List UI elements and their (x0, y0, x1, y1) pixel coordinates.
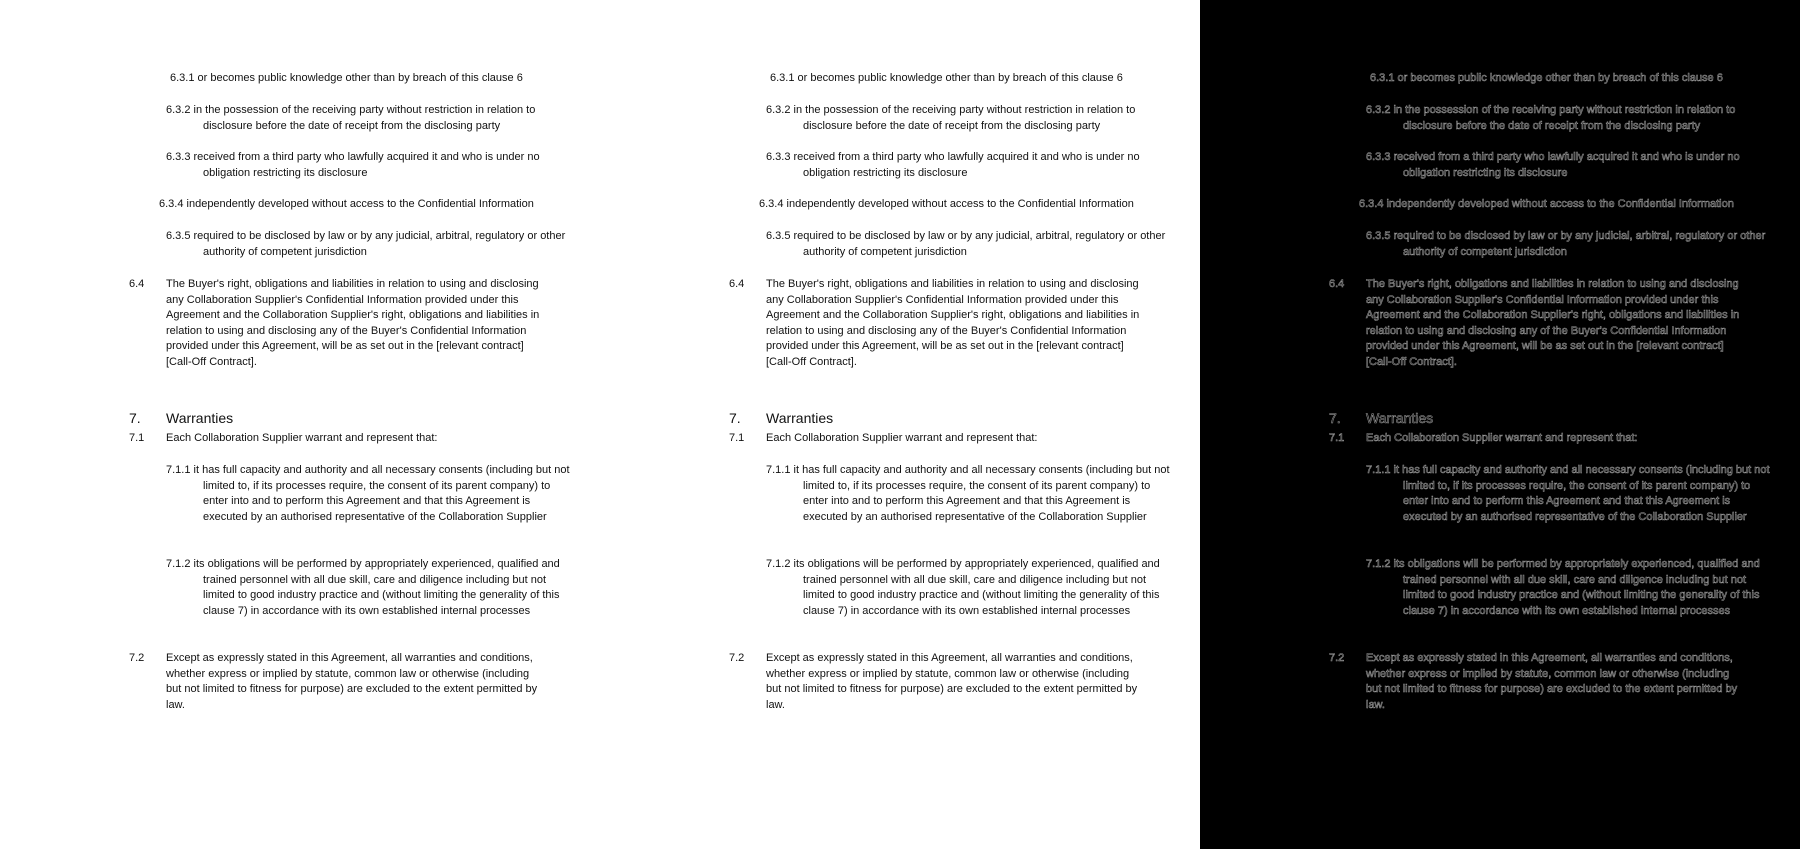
clause-6-3-5: 6.3.5 required to be disclosed by law or by any judicial, arbitral, regulatory or other authority of competent jurisdiction (1366, 230, 1766, 258)
clause-6-3-1: 6.3.1 or becomes public knowledge other than by breach of this clause 6 (170, 72, 523, 84)
document-body (0, 0, 600, 849)
clause-6-3-4: 6.3.4 independently developed without access to the Confidential Information (1359, 198, 1734, 210)
clause-6-3-3: 6.3.3 received from a third party who lawfully acquired it and who is under no obligation restricting its disclosure (766, 151, 1140, 179)
clause-6-3-5: 6.3.5 required to be disclosed by law or by any judicial, arbitral, regulatory or other authority of competent jurisdiction (166, 230, 566, 258)
document-page-original (0, 0, 600, 849)
clause-6-4-text: The Buyer's right, obligations and liabilities in relation to using and disclosing any Collaboration Supplier's Confidential Information provided under this Agreement and the Collaboration Supplier's right, obligations and liabilities in relation to using and disclosing any of the Buyer's Confidential Information provided under this Agreement, will be as set out in the [relevant contract] [Call-Off Contract]. (1366, 278, 1740, 368)
clause-7-2-text: Except as expressly stated in this Agreement, all warranties and conditions, whether express or implied by statute, common law or otherwise (including but not limited to fitness for purpose) are excluded to the extent permitted by law. (166, 652, 538, 711)
section-7-number: 7. (729, 410, 741, 426)
clause-7-1-2: 7.1.2 its obligations will be performed by appropriately experienced, qualified and trained personnel with all due skill, care and diligence including but not limited to good industry practice and (without limiting the generality of this clause 7) in accordance with its own established internal processes (1366, 558, 1760, 617)
clause-6-3-4: 6.3.4 independently developed without access to the Confidential Information (159, 198, 534, 210)
clause-6-4-number: 6.4 (729, 278, 745, 290)
clause-6-3-2: 6.3.2 in the possession of the receiving party without restriction in relation to disclosure before the date of receipt from the disclosing party (1366, 104, 1736, 132)
clause-7-2-text: Except as expressly stated in this Agreement, all warranties and conditions, whether express or implied by statute, common law or otherwise (including but not limited to fitness for purpose) are excluded to the extent permitted by law. (1366, 652, 1738, 711)
clause-7-1-1: 7.1.1 it has full capacity and authority and all necessary consents (including but not limited to, if its processes require, the consent of its parent company) to enter into and to perform this Agreement and that this Agreement is executed by an authorised representative of the Collaboration Supplier (1366, 464, 1770, 523)
clause-7-1-text: Each Collaboration Supplier warrant and represent that: (1366, 432, 1638, 444)
document-page-outline (1200, 0, 1800, 849)
clause-6-4-text: The Buyer's right, obligations and liabilities in relation to using and disclosing any Collaboration Supplier's Confidential Information provided under this Agreement and the Collaboration Supplier's right, obligations and liabilities in relation to using and disclosing any of the Buyer's Confidential Information provided under this Agreement, will be as set out in the [relevant contract] [Call-Off Contract]. (166, 278, 540, 368)
clause-6-3-1: 6.3.1 or becomes public knowledge other than by breach of this clause 6 (1370, 72, 1723, 84)
clause-7-2-number: 7.2 (1329, 652, 1345, 664)
clause-7-1-2: 7.1.2 its obligations will be performed by appropriately experienced, qualified and trained personnel with all due skill, care and diligence including but not limited to good industry practice and (without limiting the generality of this clause 7) in accordance with its own established internal processes (766, 558, 1160, 617)
clause-7-1-1: 7.1.1 it has full capacity and authority and all necessary consents (including but not limited to, if its processes require, the consent of its parent company) to enter into and to perform this Agreement and that this Agreement is executed by an authorised representative of the Collaboration Supplier (166, 464, 570, 523)
clause-7-2-number: 7.2 (129, 652, 145, 664)
document-page-copy (600, 0, 1200, 849)
clause-7-1-text: Each Collaboration Supplier warrant and represent that: (166, 432, 438, 444)
clause-6-4-text: The Buyer's right, obligations and liabilities in relation to using and disclosing any Collaboration Supplier's Confidential Information provided under this Agreement and the Collaboration Supplier's right, obligations and liabilities in relation to using and disclosing any of the Buyer's Confidential Information provided under this Agreement, will be as set out in the [relevant contract] [Call-Off Contract]. (766, 278, 1140, 368)
clause-6-4-number: 6.4 (129, 278, 145, 290)
section-7-heading: Warranties (1366, 410, 1434, 426)
clause-6-3-4: 6.3.4 independently developed without access to the Confidential Information (759, 198, 1134, 210)
section-7-heading: Warranties (166, 410, 234, 426)
clause-6-3-3: 6.3.3 received from a third party who lawfully acquired it and who is under no obligation restricting its disclosure (166, 151, 540, 179)
clause-6-3-2: 6.3.2 in the possession of the receiving party without restriction in relation to disclosure before the date of receipt from the disclosing party (766, 104, 1136, 132)
clause-7-2-text: Except as expressly stated in this Agreement, all warranties and conditions, whether express or implied by statute, common law or otherwise (including but not limited to fitness for purpose) are excluded to the extent permitted by law. (766, 652, 1138, 711)
section-7-number: 7. (129, 410, 141, 426)
clause-6-3-3: 6.3.3 received from a third party who lawfully acquired it and who is under no obligation restricting its disclosure (1366, 151, 1740, 179)
clause-7-1-1: 7.1.1 it has full capacity and authority and all necessary consents (including but not limited to, if its processes require, the consent of its parent company) to enter into and to perform this Agreement and that this Agreement is executed by an authorised representative of the Collaboration Supplier (766, 464, 1170, 523)
section-7-heading: Warranties (766, 410, 834, 426)
document-body (1200, 0, 1800, 849)
clause-6-3-5: 6.3.5 required to be disclosed by law or by any judicial, arbitral, regulatory or other authority of competent jurisdiction (766, 230, 1166, 258)
section-7-number: 7. (1329, 410, 1341, 426)
clause-6-3-2: 6.3.2 in the possession of the receiving party without restriction in relation to disclosure before the date of receipt from the disclosing party (166, 104, 536, 132)
clause-7-1-text: Each Collaboration Supplier warrant and represent that: (766, 432, 1038, 444)
document-body (600, 0, 1200, 849)
clause-6-4-number: 6.4 (1329, 278, 1345, 290)
clause-6-3-1: 6.3.1 or becomes public knowledge other than by breach of this clause 6 (770, 72, 1123, 84)
clause-7-2-number: 7.2 (729, 652, 745, 664)
clause-7-1-2: 7.1.2 its obligations will be performed by appropriately experienced, qualified and trained personnel with all due skill, care and diligence including but not limited to good industry practice and (without limiting the generality of this clause 7) in accordance with its own established internal processes (166, 558, 560, 617)
clause-7-1-number: 7.1 (1329, 432, 1345, 444)
clause-7-1-number: 7.1 (729, 432, 745, 444)
clause-7-1-number: 7.1 (129, 432, 145, 444)
